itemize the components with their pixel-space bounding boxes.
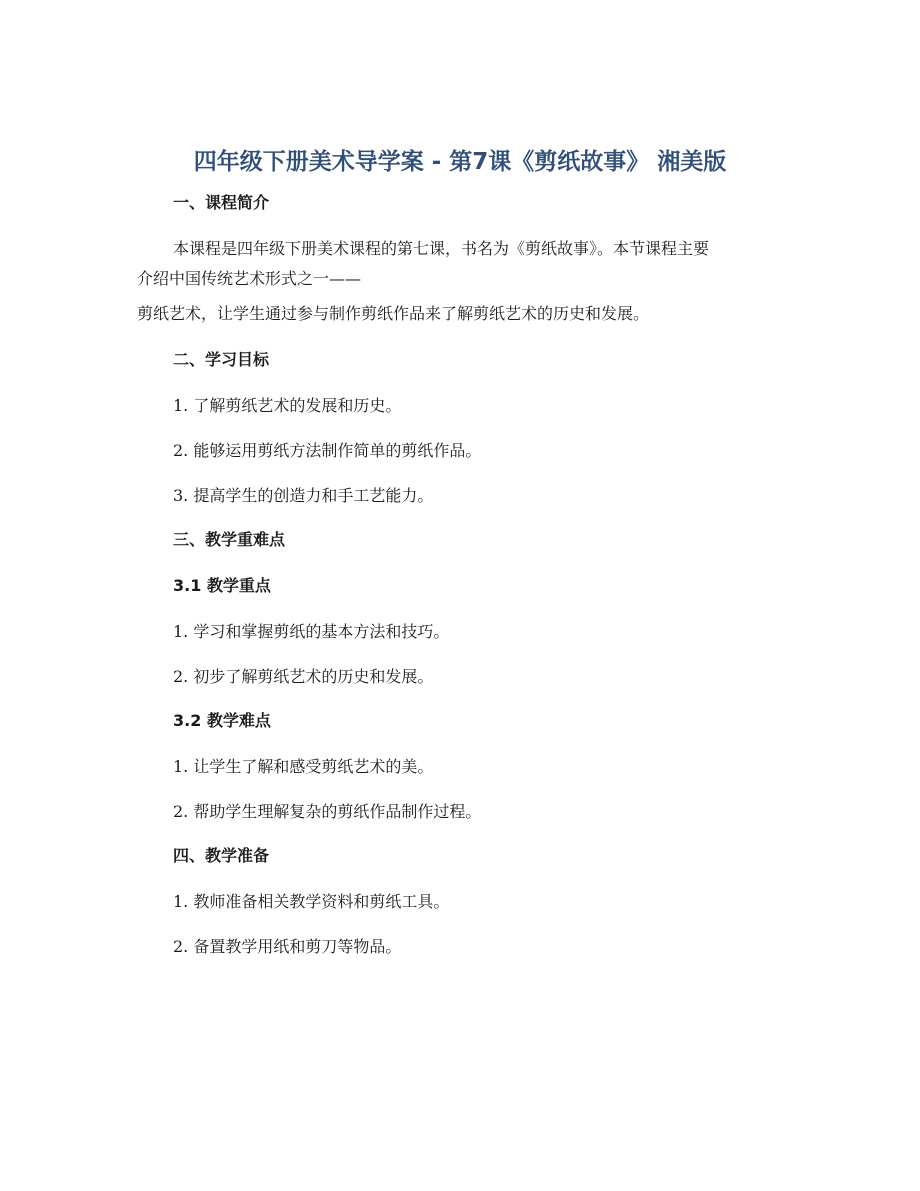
section-heading-key-points: 三、教学重难点 bbox=[173, 530, 286, 549]
goal-item: 3. 提高学生的创造力和手工艺能力。 bbox=[173, 486, 434, 505]
document-title: 四年级下册美术导学案 - 第7课《剪纸故事》 湘美版 bbox=[193, 149, 727, 175]
intro-paragraph-line-3: 剪纸艺术，让学生通过参与制作剪纸作品来了解剪纸艺术的历史和发展。 bbox=[137, 304, 650, 323]
difficulty-item: 1. 让学生了解和感受剪纸艺术的美。 bbox=[173, 757, 434, 776]
focus-item: 2. 初步了解剪纸艺术的历史和发展。 bbox=[173, 667, 434, 686]
subsection-heading-difficulty: 3.2 教学难点 bbox=[173, 711, 271, 730]
section-heading-preparation: 四、教学准备 bbox=[173, 846, 270, 865]
preparation-item: 1. 教师准备相关教学资料和剪纸工具。 bbox=[173, 892, 450, 911]
goal-item: 2. 能够运用剪纸方法制作简单的剪纸作品。 bbox=[173, 441, 482, 460]
difficulty-item: 2. 帮助学生理解复杂的剪纸作品制作过程。 bbox=[173, 802, 482, 821]
intro-paragraph-line-1: 本课程是四年级下册美术课程的第七课，书名为《剪纸故事》。本节课程主要 bbox=[173, 239, 710, 258]
goal-item: 1. 了解剪纸艺术的发展和历史。 bbox=[173, 396, 402, 415]
focus-item: 1. 学习和掌握剪纸的基本方法和技巧。 bbox=[173, 622, 450, 641]
section-heading-goals: 二、学习目标 bbox=[173, 350, 270, 369]
preparation-item: 2. 备置教学用纸和剪刀等物品。 bbox=[173, 937, 402, 956]
intro-paragraph-line-2: 介绍中国传统艺术形式之一—— bbox=[137, 269, 362, 288]
section-heading-intro: 一、课程简介 bbox=[173, 193, 270, 212]
subsection-heading-focus: 3.1 教学重点 bbox=[173, 576, 271, 595]
